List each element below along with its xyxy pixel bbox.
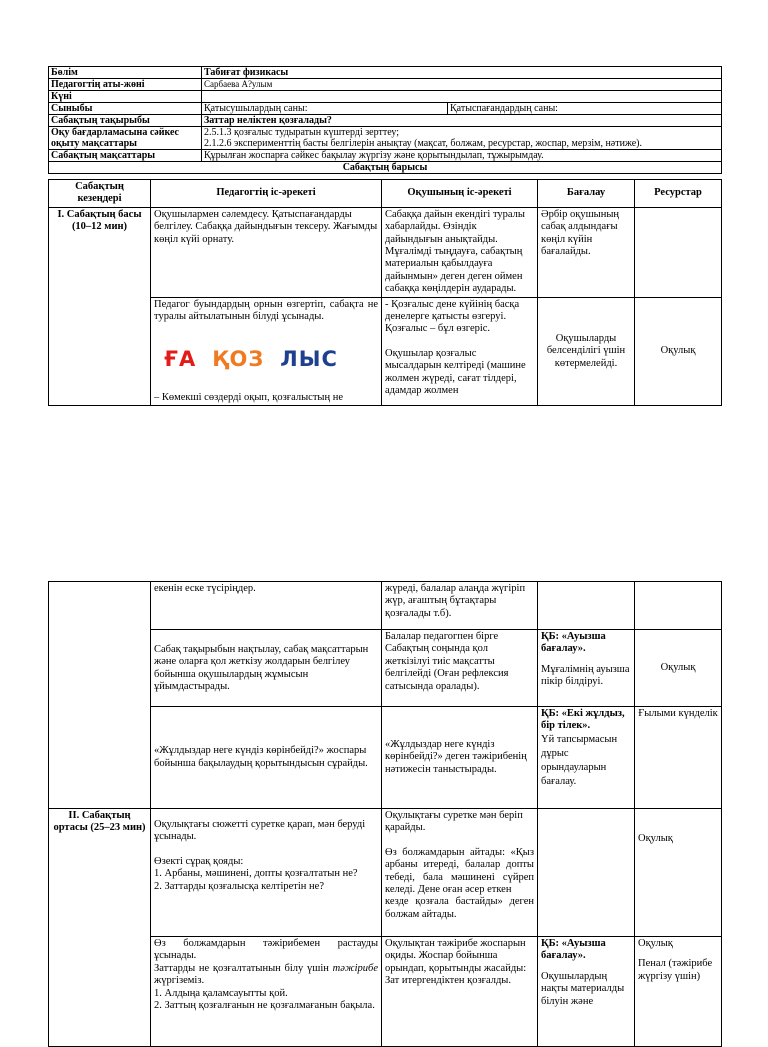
section-title: Сабақтың барысы bbox=[49, 162, 722, 174]
info-row-section bbox=[49, 67, 722, 79]
stage-label: ІІ. Сабақтың ортасы (25–23 мин) bbox=[49, 809, 151, 1047]
student-text: кезде қозғала бастайды» деген болжам айтады. bbox=[385, 896, 534, 920]
section-title-row bbox=[49, 162, 722, 174]
info-label: Күні bbox=[49, 91, 202, 103]
teacher-text: Өз болжамдарын тәжірибемен растауды ұсынады. bbox=[154, 938, 378, 962]
info-value bbox=[202, 91, 722, 103]
objective-2: 2.1.2.6 эксперименттің басты белгілерін анықтау (мақсат, болжам, ресурстар, жоспар, мерзім, нәтиже). bbox=[204, 138, 643, 149]
document-page-1 bbox=[0, 0, 768, 403]
student-activity: Сабаққа дайын екендігі туралы хабарлайды. Өзіндік дайындығын анықтайды. Мұғалімді тыңдауға, сабақтың материалын қабылдауға дайынмын» деген деген оймен сабаққа көңілдерін аударады. bbox=[382, 207, 538, 297]
info-label: Бөлім bbox=[49, 67, 202, 79]
table-row bbox=[49, 582, 722, 630]
student-text: Оқушылар қозғалыс мысалдарын келтіреді (машине жолмен жүреді, сағат тілдері, адамдар жолмен bbox=[385, 347, 526, 397]
resources: Оқулық bbox=[635, 630, 722, 707]
info-value: Құрылған жоспарға сәйкес бақылау жүргізу және қорытындылап, тұжырымдау. bbox=[202, 150, 722, 162]
student-text: Зат итергендіктен қозғалды. bbox=[385, 975, 511, 987]
assessment-method: ҚБ: «Екі жұлдыз, бір тілек». bbox=[541, 708, 625, 732]
assessment-method: ҚБ: «Ауызша бағалау». bbox=[541, 631, 606, 655]
info-row-date bbox=[49, 91, 722, 103]
info-value-absent: Қатыспағандардың саны: bbox=[448, 103, 722, 115]
stage-label: І. Сабақтың басы (10–12 мин) bbox=[49, 207, 151, 405]
teacher-text: 1. Арбаны, мәшинені, допты қозғалтатын не? bbox=[154, 868, 358, 880]
assessment bbox=[538, 809, 635, 937]
resources: Ғылыми күнделік bbox=[635, 707, 722, 809]
column-header: Оқушының іс-әрекеті bbox=[382, 180, 538, 208]
assessment-text: Оқушылардың нақты материалды білуін және bbox=[541, 970, 625, 1007]
student-activity: Балалар педагогпен бірге Сабақтың соңында қол жеткізілуі тиіс мақсатты белгілейді (Оған рефлексия сатысында оралады). bbox=[382, 630, 538, 707]
info-label: Сабақтың мақсаттары bbox=[49, 150, 202, 162]
assessment bbox=[538, 630, 635, 707]
stage-label bbox=[49, 582, 151, 809]
info-label: Сабақтың тақырыбы bbox=[49, 115, 202, 127]
teacher-text bbox=[154, 963, 378, 988]
teacher-text: 2. Заттың қозғалғанын не қозғалмағанын бақыла. bbox=[154, 1000, 375, 1012]
student-activity bbox=[382, 297, 538, 406]
assessment-method: ҚБ: «Ауызша бағалау». bbox=[541, 938, 606, 962]
table-row bbox=[49, 207, 722, 297]
teacher-text: Педагог буындардың орнын өзгертіп, сабақта не туралы айтылатынын білуді ұсынады. bbox=[154, 298, 378, 323]
assessment: Оқушыларды белсенділігі үшін көтермелейді. bbox=[538, 297, 635, 406]
column-header: Бағалау bbox=[538, 180, 635, 208]
student-text: Өз болжамдарын айтады: «Қыз арбаны итереді, балалар допты тебеді, бала мәшинені сүйреп келеді. Дене оған әсер еткен bbox=[385, 846, 534, 896]
student-activity bbox=[382, 809, 538, 937]
column-header: Ресурстар bbox=[635, 180, 722, 208]
info-label: Оқу бағдарламасына сәйкес оқыту мақсаттары bbox=[49, 127, 202, 150]
resources: Оқулық bbox=[635, 809, 722, 937]
student-text: Оқулықтан тәжірибе жоспарын оқиды. Жоспар бойынша орындап, қорытынды жасайды: bbox=[385, 938, 527, 974]
info-label: Сыныбы bbox=[49, 103, 202, 115]
resources bbox=[635, 582, 722, 630]
student-text: - Қозғалыс дене күйінің басқа денелерге қатысты өзгеруі. Қозғалыс – бұл өзгеріс. bbox=[385, 298, 520, 335]
column-header: Сабақтың кезеңдері bbox=[49, 180, 151, 208]
student-activity: «Жұлдыздар неге күндіз көрінбейді?» деген тәжірибенің нәтижесін таныстырады. bbox=[382, 707, 538, 809]
resources bbox=[635, 207, 722, 297]
document-page-2 bbox=[0, 555, 768, 1024]
teacher-activity bbox=[151, 937, 382, 1047]
info-label: Педагогтің аты-жөні bbox=[49, 79, 202, 91]
resources: Оқулық bbox=[635, 297, 722, 406]
student-activity: жүреді, балалар алаңда жүгіріп жүр, ағаштың бұтақтары қозғалады т.б). bbox=[382, 582, 538, 630]
teacher-text: жүргіземіз. bbox=[154, 975, 205, 987]
teacher-text: Өзекті сұрақ қояды: bbox=[154, 855, 244, 867]
info-row-topic bbox=[49, 115, 722, 127]
info-row-teacher bbox=[49, 79, 722, 91]
teacher-text: – Көмекші сөздерді оқып, қозғалыстың не bbox=[154, 391, 343, 403]
teacher-text: 1. Алдыңа қаламсауытты қой. bbox=[154, 987, 288, 999]
resources bbox=[635, 937, 722, 1047]
teacher-activity: Сабақ тақырыбын нақтылау, сабақ мақсаттарын және оларға қол жеткізу жолдарын белгілеу бойынша оқушылардың жұмысын ұйымдастырады. bbox=[151, 630, 382, 707]
student-text: Оқулықтағы суретке мән беріп қарайды. bbox=[385, 810, 523, 834]
assessment bbox=[538, 582, 635, 630]
assessment: Әрбір оқушының сабақ алдындағы көңіл күйін бағалайды. bbox=[538, 207, 635, 297]
info-value bbox=[202, 127, 722, 150]
teacher-activity: «Жұлдыздар неге күндіз көрінбейді?» жоспары бойынша бақылаудың қорытындысын сұрайды. bbox=[151, 707, 382, 809]
assessment-text: Үй тапсырмасын дұрыс орындауларын бағалау. bbox=[541, 733, 618, 787]
syllable-2: ҚОЗ bbox=[212, 347, 265, 372]
info-value: Заттар неліктен қозғалады? bbox=[202, 115, 722, 127]
teacher-text-italic: тәжірибе bbox=[332, 962, 378, 974]
student-activity bbox=[382, 937, 538, 1047]
teacher-activity bbox=[151, 809, 382, 937]
teacher-text: 2. Заттарды қозғалысқа келтіретін не? bbox=[154, 880, 324, 892]
teacher-activity bbox=[151, 297, 382, 406]
lesson-flow-table bbox=[48, 179, 722, 406]
lesson-info-table bbox=[48, 66, 722, 174]
assessment bbox=[538, 937, 635, 1047]
objective-1: 2.5.1.3 қозғалыс тудыратын күштерді зерттеу; bbox=[204, 127, 400, 138]
info-value: Қатысушылардың саны: bbox=[202, 103, 448, 115]
assessment bbox=[538, 707, 635, 809]
column-header-row bbox=[49, 180, 722, 208]
resource-item: Пенал (тәжірибе жүргізу үшін) bbox=[638, 958, 713, 982]
column-header: Педагогтің іс-әрекеті bbox=[151, 180, 382, 208]
teacher-activity: Оқушылармен сәлемдесу. Қатыспағандарды белгілеу. Сабаққа дайындығын тексеру. Жағымды көңіл күйі орнату. bbox=[151, 207, 382, 297]
lesson-flow-table-continued bbox=[48, 581, 722, 1047]
syllable-puzzle bbox=[164, 347, 378, 372]
syllable-3: ЛЫС bbox=[280, 347, 338, 372]
assessment-text: Мұғалімнің ауызша пікір білдіруі. bbox=[541, 663, 630, 688]
info-row-objectives bbox=[49, 127, 722, 150]
teacher-activity: екенін еске түсіріңдер. bbox=[151, 582, 382, 630]
syllable-1: ҒА bbox=[164, 347, 197, 372]
info-value: Табиғат физикасы bbox=[202, 67, 722, 79]
teacher-text: Заттарды не қозғалтатынын білу үшін bbox=[154, 962, 329, 974]
teacher-text: Оқулықтағы сюжетті суретке қарап, мән беруді ұсынады. bbox=[154, 819, 366, 843]
info-row-class bbox=[49, 103, 722, 115]
table-row bbox=[49, 809, 722, 937]
info-row-goals bbox=[49, 150, 722, 162]
resource-item: Оқулық bbox=[638, 938, 673, 949]
info-value: Сарбаева А?улым bbox=[202, 79, 722, 91]
